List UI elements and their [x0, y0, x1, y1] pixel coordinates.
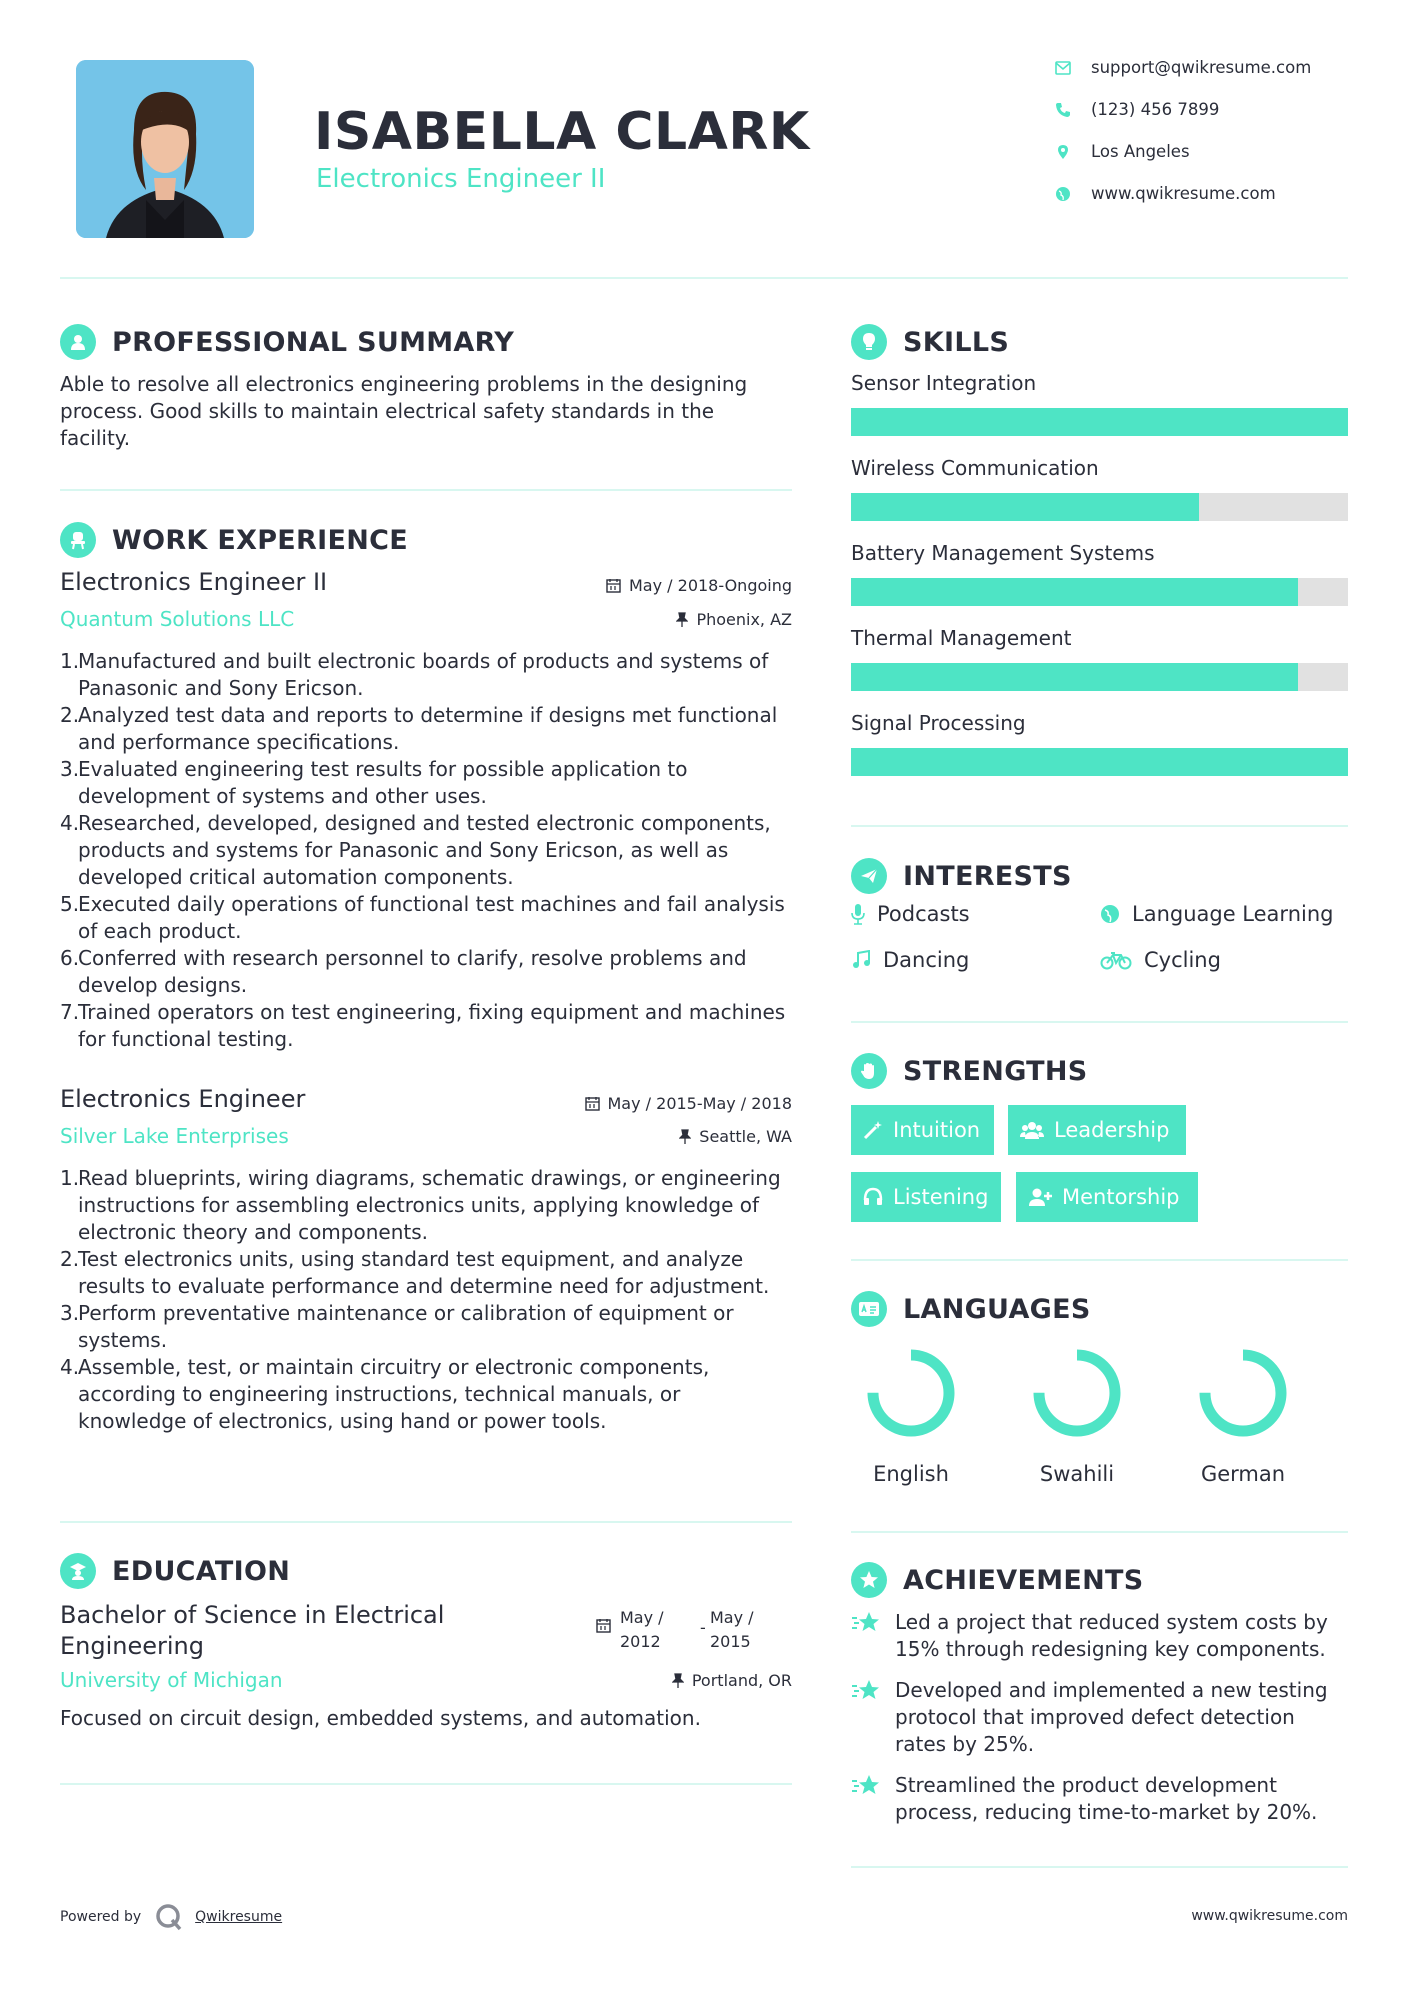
skill-item [851, 626, 1348, 691]
hand-icon [851, 1053, 887, 1089]
contact-website-text: www.qwikresume.com [1091, 184, 1276, 203]
interests-heading-text: INTERESTS [903, 860, 1072, 892]
list-item: 4. Researched, developed, designed and tested electronic components, products and systems for Panasonic and Sony Ericson, as well as developed critical automation components. [60, 811, 771, 889]
job-location [480, 610, 792, 629]
language-level-arc [1039, 1355, 1115, 1431]
interest-label: Cycling [1144, 948, 1221, 972]
skill-bar-fill [851, 663, 1298, 691]
work-heading-text: WORK EXPERIENCE [112, 524, 408, 556]
strength-label: Mentorship [1062, 1185, 1180, 1209]
job-company: Quantum Solutions LLC [60, 607, 295, 631]
education-description: Focused on circuit design, embedded systems, and automation. [60, 1706, 701, 1730]
calendar-icon [585, 1096, 600, 1111]
powered-by-text: Powered by [60, 1909, 142, 1925]
strength-tag [851, 1105, 994, 1155]
calendar-icon [606, 578, 621, 593]
language-level-arc [873, 1355, 949, 1431]
skill-bar-fill [851, 578, 1298, 606]
graduate-icon [60, 1553, 96, 1589]
strengths-heading-text: STRENGTHS [903, 1055, 1088, 1087]
section-divider [851, 1021, 1348, 1023]
music-icon [851, 950, 871, 970]
skill-label: Battery Management Systems [851, 541, 1155, 565]
job-duties [60, 648, 795, 1053]
work-heading [60, 522, 408, 558]
candidate-title: Electronics Engineer II [316, 164, 606, 194]
skill-label: Sensor Integration [851, 371, 1037, 395]
strength-label: Listening [893, 1185, 989, 1209]
languages-heading [851, 1291, 1091, 1327]
degree-line-2: Engineering [60, 1632, 204, 1660]
skill-bar-fill [851, 493, 1199, 521]
skill-bar [851, 408, 1348, 436]
chair-icon [60, 522, 96, 558]
user-icon [60, 324, 96, 360]
job-location-text: Phoenix, AZ [696, 610, 792, 629]
list-item: 1. Manufactured and built electronic boards of products and systems of Panasonic and Sony Ericson. [60, 649, 769, 700]
education-location [480, 1671, 792, 1690]
footer-website[interactable]: www.qwikresume.com [1191, 1908, 1348, 1924]
language-item [851, 1343, 971, 1486]
skill-label: Wireless Communication [851, 456, 1099, 480]
education-school: University of Michigan [60, 1668, 283, 1692]
skill-item [851, 711, 1348, 776]
contact-phone[interactable] [1055, 100, 1219, 119]
globe-icon [1100, 904, 1120, 924]
paper-plane-icon [851, 858, 887, 894]
list-item: 4. Assemble, test, or maintain circuitry or electronic components, according to engineering instructions, technical manuals, or knowledge of electronics, using hand or power tools. [60, 1355, 710, 1433]
microphone-icon [851, 903, 865, 925]
globe-icon [1055, 186, 1071, 202]
skill-bar-fill [851, 408, 1348, 436]
date-separator: - [700, 1618, 706, 1637]
list-item: 7. Trained operators on test engineering, fixing equipment and machines for functional testing. [60, 1000, 786, 1051]
interest-label: Podcasts [877, 902, 970, 926]
strength-label: Leadership [1054, 1118, 1170, 1142]
job-location [480, 1127, 792, 1146]
education-start: May / 2012 [620, 1608, 664, 1651]
education-heading-text: EDUCATION [112, 1555, 291, 1587]
achievement-text: Streamlined the product development process, reducing time-to-market by 20%. [895, 1773, 1318, 1824]
skill-bar [851, 748, 1348, 776]
job-dates-text: May / 2015-May / 2018 [607, 1094, 792, 1113]
job-role: Electronics Engineer [60, 1085, 306, 1113]
contact-location-text: Los Angeles [1091, 142, 1190, 161]
skill-label: Thermal Management [851, 626, 1072, 650]
pushpin-icon [679, 1129, 691, 1144]
user-plus-icon [1028, 1187, 1052, 1207]
strengths-heading [851, 1053, 1088, 1089]
job-duties [60, 1165, 795, 1435]
strength-tag [851, 1172, 1001, 1222]
achievement-item [851, 1609, 1351, 1663]
footer-powered [60, 1903, 282, 1931]
interest-label: Dancing [883, 948, 970, 972]
calendar-icon [596, 1618, 611, 1633]
section-divider [851, 825, 1348, 827]
list-item: 3. Evaluated engineering test results for possible application to development of systems and other uses. [60, 757, 688, 808]
interests-heading [851, 858, 1072, 894]
section-divider [851, 1259, 1348, 1261]
qwikresume-logo-icon [155, 1903, 183, 1931]
language-ring [1193, 1343, 1293, 1443]
contact-email[interactable] [1055, 58, 1311, 77]
skills-heading [851, 324, 1009, 360]
magic-wand-icon [863, 1120, 883, 1140]
skill-item [851, 541, 1348, 606]
section-divider [851, 1866, 1348, 1868]
languages-heading-text: LANGUAGES [903, 1293, 1091, 1325]
achievements-heading-text: ACHIEVEMENTS [903, 1564, 1144, 1596]
language-level-arc [1205, 1355, 1281, 1431]
interest-label: Language Learning [1132, 902, 1334, 926]
skill-label: Signal Processing [851, 711, 1026, 735]
shooting-star-icon [851, 1677, 883, 1705]
language-item [1183, 1343, 1303, 1486]
summary-text: Able to resolve all electronics engineering problems in the designing process. Good skills to maintain electrical safety standards in the facility. [60, 372, 748, 450]
language-ring [861, 1343, 961, 1443]
skill-bar [851, 578, 1348, 606]
skill-item [851, 371, 1348, 436]
bicycle-icon [1100, 950, 1132, 970]
language-label: English [873, 1462, 949, 1486]
headphones-icon [863, 1187, 883, 1207]
skill-bar-fill [851, 748, 1348, 776]
pushpin-icon [676, 612, 688, 627]
section-divider [60, 489, 792, 491]
language-label: Swahili [1039, 1462, 1115, 1486]
education-degree [60, 1600, 444, 1662]
shooting-star-icon [851, 1772, 883, 1800]
list-item: 2. Analyzed test data and reports to determine if designs met functional and performance specifications. [60, 703, 778, 754]
achievement-text: Developed and implemented a new testing protocol that improved defect detection rates by 25%. [895, 1678, 1328, 1756]
job-company: Silver Lake Enterprises [60, 1124, 289, 1148]
lightbulb-icon [851, 324, 887, 360]
education-end: May / 2015 [710, 1608, 754, 1651]
interest-item [851, 902, 970, 926]
language-icon [851, 1291, 887, 1327]
section-divider [60, 1521, 792, 1523]
candidate-name: ISABELLA CLARK [314, 102, 810, 162]
skill-item [851, 456, 1348, 521]
job-dates [480, 576, 792, 595]
brand-link[interactable]: Qwikresume [195, 1909, 283, 1925]
map-pin-icon [1055, 144, 1071, 160]
degree-line-1: Bachelor of Science in Electrical [60, 1601, 445, 1629]
job-role: Electronics Engineer II [60, 568, 328, 596]
interest-item [1100, 902, 1333, 926]
list-item: 3. Perform preventative maintenance or calibration of equipment or systems. [60, 1301, 734, 1352]
shooting-star-icon [851, 1609, 883, 1637]
section-divider [851, 1531, 1348, 1533]
achievement-item [851, 1772, 1351, 1826]
interest-item [1100, 948, 1221, 972]
summary-heading-text: PROFESSIONAL SUMMARY [112, 326, 515, 358]
languages-list [851, 1343, 1348, 1493]
star-icon [851, 1562, 887, 1598]
section-divider [60, 1783, 792, 1785]
education-heading [60, 1553, 290, 1589]
summary-heading [60, 324, 514, 360]
envelope-icon [1055, 61, 1071, 75]
achievement-item [851, 1677, 1351, 1758]
strength-tag [1008, 1105, 1186, 1155]
language-item [1017, 1343, 1137, 1486]
job-dates-text: May / 2018-Ongoing [629, 576, 792, 595]
contact-location [1055, 142, 1190, 161]
education-location-text: Portland, OR [691, 1671, 792, 1690]
job-location-text: Seattle, WA [699, 1127, 792, 1146]
contact-website[interactable] [1055, 184, 1276, 203]
interest-item [851, 948, 969, 972]
header-divider [60, 277, 1348, 279]
users-icon [1020, 1120, 1044, 1140]
list-item: 5. Executed daily operations of functional test machines and fail analysis of each product. [60, 892, 785, 943]
achievement-text: Led a project that reduced system costs by 15% through redesigning key components. [895, 1610, 1328, 1661]
strength-tag [1016, 1172, 1198, 1222]
phone-icon [1055, 102, 1071, 118]
profile-photo [76, 60, 254, 238]
language-label: German [1200, 1462, 1286, 1486]
achievements-heading [851, 1562, 1144, 1598]
list-item: 6. Conferred with research personnel to clarify, resolve problems and develop designs. [60, 946, 747, 997]
strength-label: Intuition [893, 1118, 981, 1142]
skills-heading-text: SKILLS [903, 326, 1010, 358]
skill-bar [851, 493, 1348, 521]
job-dates [480, 1094, 792, 1113]
pushpin-icon [672, 1673, 684, 1688]
language-ring [1027, 1343, 1127, 1443]
contact-email-text: support@qwikresume.com [1091, 58, 1312, 77]
contact-phone-text: (123) 456 7899 [1091, 100, 1220, 119]
list-item: 2. Test electronics units, using standard test equipment, and analyze results to evaluate performance and determine need for adjustment. [60, 1247, 770, 1298]
avatar [76, 60, 254, 238]
skill-bar [851, 663, 1348, 691]
list-item: 1. Read blueprints, wiring diagrams, schematic drawings, or engineering instructions for assembling electronics units, applying knowledge of electronic theory and components. [60, 1166, 781, 1244]
